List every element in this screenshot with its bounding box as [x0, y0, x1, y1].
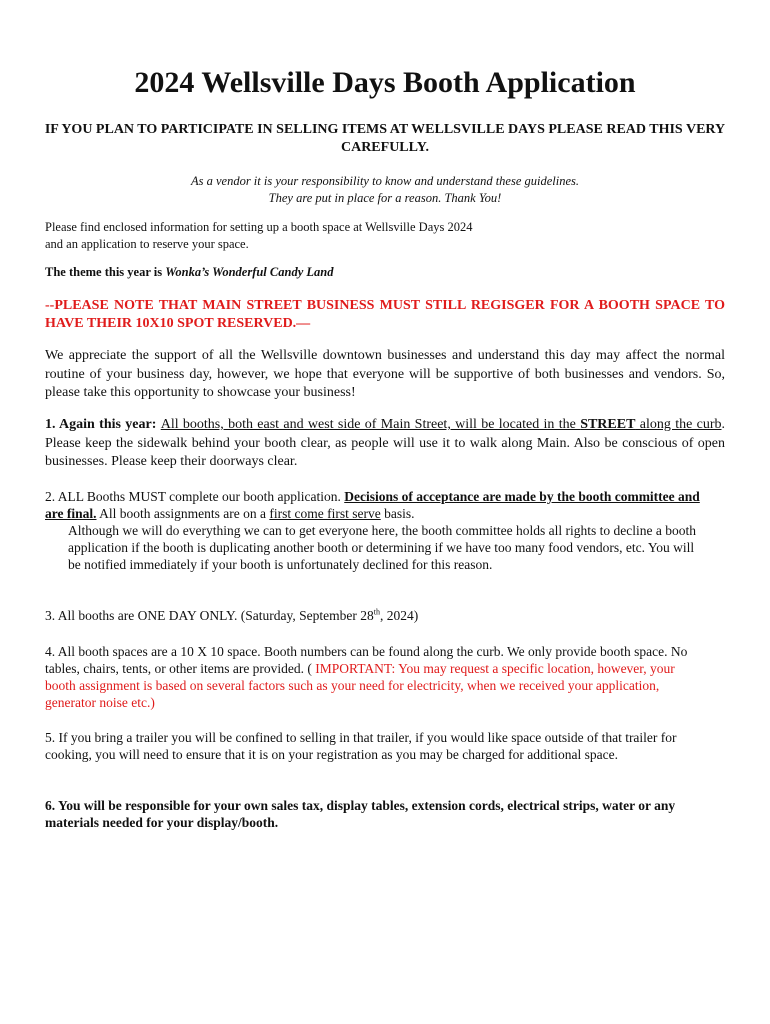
- rule-3: [45, 607, 705, 624]
- rule-1: [45, 416, 725, 472]
- rule-2-text-b: basis.: [380, 506, 415, 521]
- rule-2-rest: Although we will do everything we can to get everyone here, the booth committee holds all rights to decline a booth application if the booth is duplicating another booth or determining if we have too many food vendors, etc. You will be notified immediately if your booth is unfortunately declined for this reason.: [68, 523, 696, 572]
- rule-3-text: 3. All booths are ONE DAY ONLY. (Saturday, September 28: [45, 608, 374, 623]
- vendor-note-line-1: As a vendor it is your responsibility to know and understand these guidelines.: [190, 174, 580, 188]
- vendor-note: [40, 173, 730, 207]
- rule-1-location-b: along the curb: [635, 417, 722, 432]
- rule-1-street: STREET: [580, 417, 636, 432]
- main-street-notice: --PLEASE NOTE THAT MAIN STREET BUSINESS MUST STILL REGISGER FOR A BOOTH SPACE TO HAVE THEIR 10X10 SPOT RESERVED.—: [45, 298, 725, 331]
- rule-2: [45, 488, 705, 573]
- theme-name: Wonka’s Wonderful Candy Land: [165, 265, 334, 279]
- page-title: 2024 Wellsville Days Booth Application: [134, 66, 636, 99]
- rule-3-sup: th: [373, 607, 380, 617]
- vendor-note-line-2: They are put in place for a reason. Thank You!: [268, 191, 502, 205]
- rule-1-rest: . Please keep the sidewalk behind your booth clear, as people will use it to walk along Main. Also be conscious of open businesses. Please keep their doorways clear.: [45, 417, 725, 469]
- enclosed-info-line-1: Please find enclosed information for setting up a booth space at Wellsville Days 2024: [45, 220, 473, 234]
- appreciation-paragraph: We appreciate the support of all the Wellsville downtown businesses and understand this day may affect the normal routine of your business day, however, we hope that everyone will be supportive of both businesses and vendors. So, please take this opportunity to showcase your business!: [45, 348, 725, 400]
- rule-1-location-a: All booths, both east and west side of Main Street, will be located in the: [160, 417, 581, 432]
- rule-6: 6. You will be responsible for your own sales tax, display tables, extension cords, electrical strips, water or any materials needed for your display/booth.: [45, 798, 676, 830]
- intro-warning: IF YOU PLAN TO PARTICIPATE IN SELLING ITEMS AT WELLSVILLE DAYS PLEASE READ THIS VERY CAREFULLY.: [44, 122, 726, 155]
- theme-prefix: The theme this year is: [45, 265, 166, 279]
- rule-4-text: 4. All booth spaces are a 10 X 10 space. Booth numbers can be found along the curb. We only provide booth space. No tables, chairs, tents, or other items are provided. (: [45, 644, 688, 676]
- rule-4-important: IMPORTANT: You may request a specific location, however, your booth assignment is based on several factors such as your need for electricity, when we received your application, generator noise etc.): [45, 661, 675, 710]
- rule-2-text-a: All booth assignments are on a: [96, 506, 270, 521]
- rule-2-lead: 2. ALL Booths MUST complete our booth application.: [45, 489, 345, 504]
- rule-5: 5. If you bring a trailer you will be confined to selling in that trailer, if you would like space outside of that trailer for cooking, you will need to ensure that it is on your registration as you may be charged for additional space.: [45, 730, 677, 762]
- rule-1-lead: 1. Again this year:: [45, 417, 161, 432]
- theme-line: [45, 265, 725, 280]
- enclosed-info-line-2: and an application to reserve your space.: [45, 237, 249, 251]
- rule-2-first-come: first come first serve: [269, 506, 381, 521]
- rule-4: [45, 643, 705, 711]
- rule-3-end: , 2024): [379, 608, 419, 623]
- enclosed-info: [45, 219, 725, 253]
- rule-2-decisions: Decisions of acceptance are made by the booth committee and are final.: [45, 489, 700, 521]
